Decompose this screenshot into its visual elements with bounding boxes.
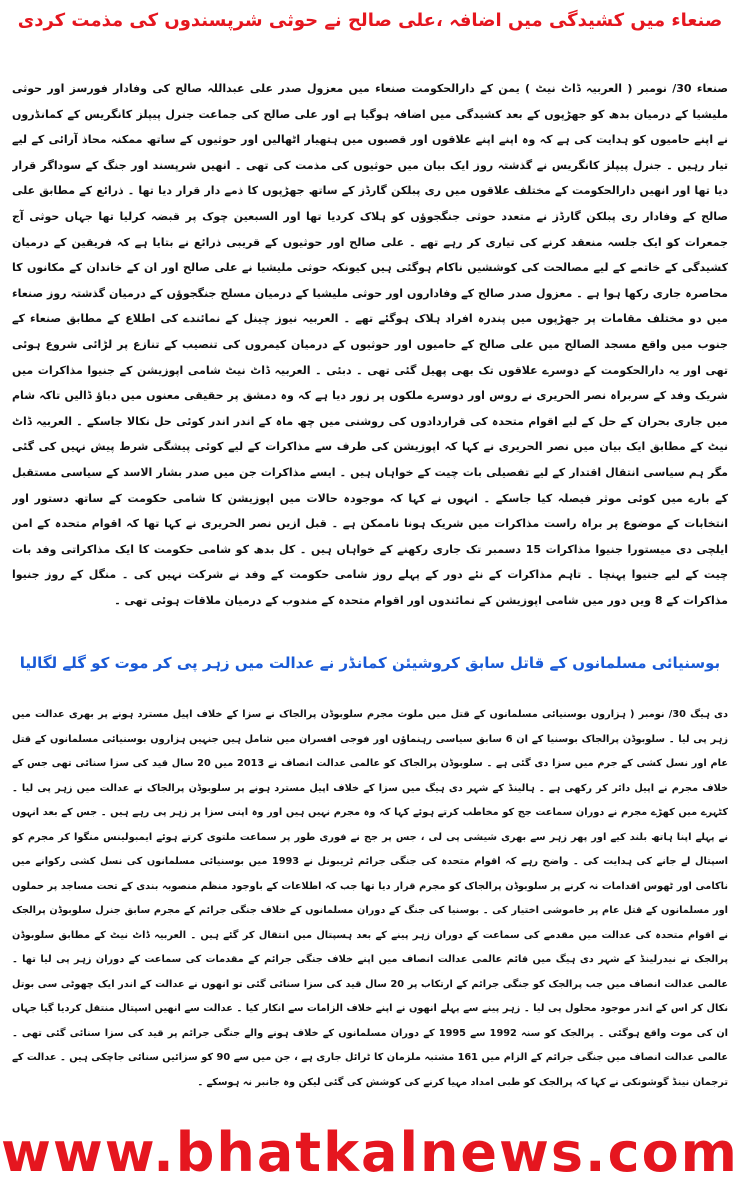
article-1-body: صنعاء 30/ نومبر ( العربیہ ڈاٹ نیٹ ) یمن کے دارالحکومت صنعاء میں معزول صدر علی عبداللہ صالح کی وفادار فورسز اور حوثی ملیشیا کے درمیان بدھ کو جھڑپوں کے بعد کشیدگی میں اضافہ ہوگیا ہے اور علی صالح کی جماعت جنرل پیپلز کانگریس کے کمانڈروں نے اپنے حامیوں کو ہدایت کی ہے کہ وہ اپنے اپنے علاقوں اور قصبوں میں ہتھیار اٹھالیں اور حوثیوں کے ساتھ ممکنہ محاذ آرائی کے لیے تیار رہیں ۔ جنرل پیپلز کانگریس نے گذشتہ روز ایک بیان میں حوثیوں کی مذمت کی تھی ۔ انھیں شرپسند اور جنگ کے سوداگر قرار دیا تھا اور انھیں دارالحکومت کے مختلف علاقوں میں ری پبلکن گارڈز کے ساتھ جھڑپوں کا ذمے دار قرار دیا تھا ۔ ذرائع کے مطابق علی صالح کے وفادار ری پبلکن گارڈز نے متعدد حوثی جنگجوؤں کو ہلاک کردیا تھا اور السبعین چوک پر قبضہ کرلیا تھا جہاں حوثی آج جمعرات کو ایک جلسہ منعقد کرنے کی تیاری کر رہے تھے ۔ علی صالح اور حوثیوں کے قریبی ذرائع نے بتایا ہے کہ فریقین کے درمیان کشیدگی کے خاتمے کے لیے مصالحت کی کوششیں ناکام ہوگئی ہیں کیونکہ حوثی ملیشیا نے علی صالح اور ان کے خاندان کے مکانوں کا محاصرہ جاری رکھا ہوا ہے ۔ معزول صدر صالح کے وفاداروں اور حوثی ملیشیا کے درمیان مسلح جنگجوؤں کے درمیان گذشتہ روز صنعاء میں دو مختلف مقامات پر جھڑپوں میں پندرہ افراد ہلاک ہوگئے تھے ۔ العربیہ نیوز چینل کے نمائندے کی اطلاع کے مطابق صنعاء کے جنوب میں واقع مسجد الصالح میں علی صالح کے حامیوں اور حوثیوں کے درمیان کیمروں کی تنصیب کے تنازع پر لڑائی شروع ہوئی تھی اور یہ دارالحکومت کے دوسرے علاقوں تک بھی پھیل گئی تھی ۔ دبئی ۔ العربیہ ڈاٹ نیٹ شامی اپوزیشن کے جنیوا مذاکرات میں شریک وفد کے سربراہ نصر الحریری نے روس اور دوسرے ملکوں پر زور دیا ہے کہ وہ دمشق پر حقیقی معنوں میں دباؤ ڈالیں تاکہ شام میں جاری بحران کے حل کے لیے اقوام متحدہ کی قراردادوں کی روشنی میں چھ ماہ کے اندر اندر کوئی حل نکالا جاسکے ۔ العربیہ ڈاٹ نیٹ کے مطابق ایک بیان میں نصر الحریری نے کہا کہ اپوزیشن کی طرف سے مذاکرات کے لیے کوئی پیشگی شرط پیش نہیں کی گئی مگر ہم سیاسی انتقال اقتدار کے لیے تفصیلی بات چیت کے خواہاں ہیں ۔ ایسے مذاکرات جن میں صدر بشار الاسد کے سیاسی مستقبل کے بارے میں کوئی موثر فیصلہ کیا جاسکے ۔ انہوں نے کہا کہ موجودہ حالات میں اپوزیشن کا شامی حکومت کے ساتھ دستور اور انتخابات کے موضوع پر براہ راست مذاکرات میں شریک ہونا ناممکن ہے ۔ قبل ازیں نصر الحریری نے کہا تھا کہ اقوام متحدہ کے امن ایلچی دی میستورا جنیوا مذاکرات 15 دسمبر تک جاری رکھنے کے خواہاں ہیں ۔ کل بدھ کو شامی حکومت کا ایک مذاکراتی وفد بات چیت کے لیے جنیوا پہنچا ۔ تاہم مذاکرات کے نئے دور کے پہلے روز شامی حکومت کے وفد نے شرکت نہیں کی ۔ منگل کے روز جنیوا مذاکرات کے 8 ویں دور میں شامی اپوزیشن کے نمائندوں اور اقوام متحدہ کے مندوب کے درمیان ملاقات ہوئی تھی ۔ [12, 82, 728, 607]
article-2-body: دی ہیگ 30/ نومبر ( ہزاروں بوسنیائی مسلمانوں کے قتل میں ملوث مجرم سلوبوڈن پرالجاک نے سزا کے خلاف اپیل مسترد ہونے پر بھری عدالت میں زہر پی لیا ۔ سلوبوڈن پرالجاک بوسنیا کے ان 6 سابق سیاسی رہنماؤں اور فوجی افسران میں شامل ہیں جنہیں ہزاروں بوسنیائی مسلمانوں کے قتل عام اور نسل کشی کے جرم میں سزا دی گئی ہے ۔ سلوبوڈن پرالجاک کو عالمی عدالت انصاف نے 2013 میں 20 سال قید کی سزا سنائی تھی جس کے خلاف مجرم نے اپیل دائر کر رکھی ہے ۔ ہالینڈ کے شہر دی ہیگ میں سزا کے خلاف اپیل مسترد ہونے پر سلوبوڈن پرالجاک نے عدالت میں زہر پی لیا ۔ کٹہرے میں کھڑے مجرم نے دوران سماعت جج کو مخاطب کرتے ہوئے کہا کہ وہ مجرم نہیں ہیں اور وہ اپنی سزا پر زہر پی رہے ہیں ۔ جس کے بعد انہوں نے پہلے اپنا ہاتھ بلند کیے اور پھر زہر سے بھری شیشی پی لی ، جس پر جج نے فوری طور پر سماعت ملتوی کرتے ہوئے ایمبولینس منگوا کر مجرم کو اسپتال لے جانے کی ہدایت کی ۔ واضح رہے کہ اقوام متحدہ کی جنگی جرائم ٹریبونل نے 1993 میں بوسنیائی مسلمانوں کی نسل کشی رکوانے میں ناکامی اور ٹھوس اقدامات نہ کرنے پر سلوبوڈن پرالجاک کو مجرم قرار دیا تھا جب کہ اطلاعات کے باوجود منظم منصوبہ بندی کے تحت مساجد پر حملوں اور مسلمانوں کے قتل عام پر خاموشی اختیار کی ۔ بوسنیا کی جنگ کے دوران مسلمانوں کے خلاف جنگی جرائم کے مجرم سابق جنرل سلوبوڈن پرالجک نے اقوام متحدہ کی عدالت میں مقدمے کی سماعت کے دوران زہر پینے کے بعد ہسپتال میں انتقال کر گئے ہیں ۔ العربیہ ڈاٹ نیٹ کے مطابق سلوبوڈن پرالجک نے نیدرلینڈ کے شہر دی ہیگ میں قائم عالمی عدالت انصاف میں اپنے خلاف جنگی جرائم کے مقدمات کی سماعت کے دوران زہر پی لیا تھا ۔ عالمی عدالت انصاف میں جب پرالجک کو جنگی جرائم کے ارتکاب پر 20 سال قید کی سزا سنائی گئی تو انھوں نے عدالت کے اندر ایک چھوٹی سی بوتل نکال کر اس کے اندر موجود محلول پی لیا ۔ زہر پینے سے پہلے انھوں نے اپنے خلاف الزامات سے انکار کیا ۔ عدالت سے انھیں اسپتال منتقل کردیا گیا جہاں ان کی موت واقع ہوگئی ۔ پرالجک کو سنہ 1992 سے 1995 کے دوران مسلمانوں کے خلاف ہونے والے جنگی جرائم پر قید کی سزا سنائی گئی تھی ۔ عالمی عدالت انصاف میں جنگی جرائم کے الزام میں 161 مشتبہ ملزمان کا ٹرائل جاری ہے ، جن میں سے 90 کو سزائیں سنائی جاچکی ہیں ۔ عدالت کے ترجمان نینڈ گوشونکی نے کہا کہ پرالجک کو طبی امداد مہیا کرنے کی کوشش کی گئی لیکن وہ جانبر نہ ہوسکے ۔ [12, 709, 728, 1088]
article-2-headline: بوسنیائی مسلمانوں کے قاتل سابق کروشیئن کمانڈر نے عدالت میں زہر پی کر موت کو گلے لگالیا [19, 654, 721, 672]
site-url-footer: www.bhatkalnews.com [1, 1121, 739, 1184]
article-1-headline: صنعاء میں کشیدگی میں اضافہ ،علی صالح نے حوثی شرپسندوں کی مذمت کردی [17, 10, 723, 31]
